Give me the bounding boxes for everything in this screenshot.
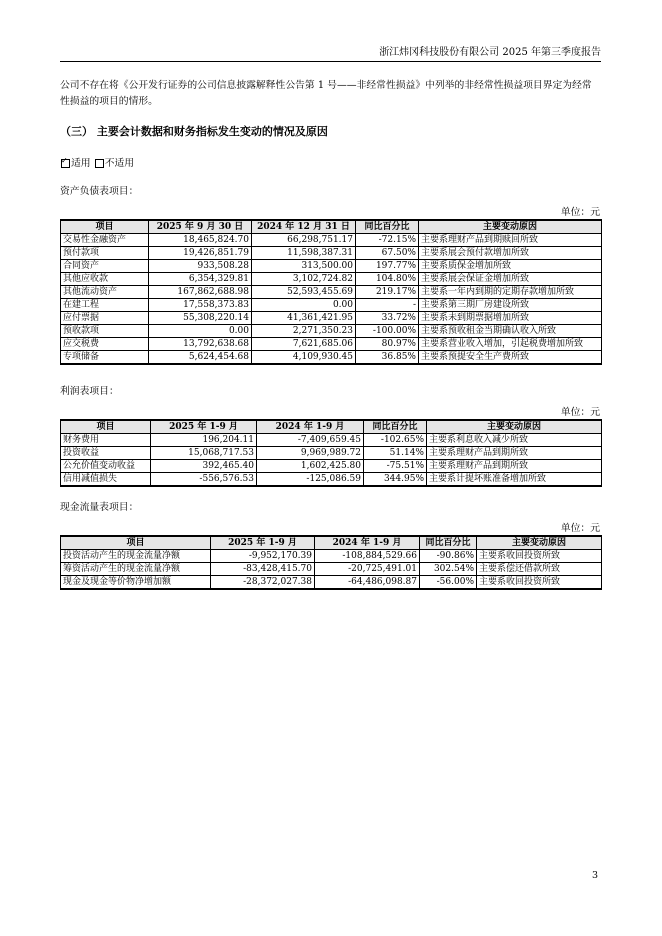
table-cell: 15,068,717.53 bbox=[151, 447, 257, 460]
column-header: 2025 年 1-9 月 bbox=[151, 420, 257, 434]
table-cell: 0.00 bbox=[149, 325, 252, 338]
table-row bbox=[61, 473, 602, 487]
table-row bbox=[61, 460, 602, 473]
table-cell: 66,298,751.17 bbox=[252, 234, 356, 247]
table-cell: -125,086.59 bbox=[257, 473, 364, 487]
table-row bbox=[61, 576, 602, 590]
table-cell: 167,862,688.98 bbox=[149, 286, 252, 299]
table-cell: 主要系偿还借款所致 bbox=[477, 563, 602, 576]
table-cell: 197.77% bbox=[356, 260, 419, 273]
column-header: 项目 bbox=[61, 220, 149, 234]
table-cell: -7,409,659.45 bbox=[257, 434, 364, 447]
table-cell: 投资收益 bbox=[61, 447, 151, 460]
column-header: 同比百分比 bbox=[364, 420, 427, 434]
unchecked-checkbox-icon bbox=[95, 159, 104, 168]
table-row bbox=[61, 563, 602, 576]
table-cell: -100.00% bbox=[356, 325, 419, 338]
table-row bbox=[61, 325, 602, 338]
table-cell: 合同资产 bbox=[61, 260, 149, 273]
column-header: 主要变动原因 bbox=[477, 536, 602, 550]
table-row bbox=[61, 312, 602, 325]
table-row bbox=[61, 434, 602, 447]
table-cell: 18,465,824.70 bbox=[149, 234, 252, 247]
column-header: 主要变动原因 bbox=[419, 220, 602, 234]
table-cell: 交易性金融资产 bbox=[61, 234, 149, 247]
table-cell: 主要系第三期厂房建设所致 bbox=[419, 299, 602, 312]
table-cell: 主要系理财产品到期所致 bbox=[427, 447, 602, 460]
table-cell: 11,598,387.31 bbox=[252, 247, 356, 260]
balance-sheet-table bbox=[60, 219, 602, 365]
table-cell: 主要系收回投资所致 bbox=[477, 550, 602, 563]
checked-checkbox-icon bbox=[61, 159, 70, 168]
column-header: 2024 年 1-9 月 bbox=[315, 536, 420, 550]
table-cell: 3,102,724.82 bbox=[252, 273, 356, 286]
table-cell: 公允价值变动收益 bbox=[61, 460, 151, 473]
table-cell: 13,792,638.68 bbox=[149, 338, 252, 351]
column-header: 项目 bbox=[61, 420, 151, 434]
table-cell: 313,500.00 bbox=[252, 260, 356, 273]
table-cell: -28,372,027.38 bbox=[211, 576, 315, 590]
column-header: 主要变动原因 bbox=[427, 420, 602, 434]
applicable-label: 适用 bbox=[71, 158, 91, 169]
table-cell: 主要系预提安全生产费所致 bbox=[419, 351, 602, 365]
table-cell: 7,621,685.06 bbox=[252, 338, 356, 351]
table-row bbox=[61, 299, 602, 312]
table-cell: 55,308,220.14 bbox=[149, 312, 252, 325]
table-cell: 0.00 bbox=[252, 299, 356, 312]
table-row bbox=[61, 351, 602, 365]
table-cell: 主要系展会预付款增加所致 bbox=[419, 247, 602, 260]
table-row bbox=[61, 286, 602, 299]
table-cell: 9,969,989.72 bbox=[257, 447, 364, 460]
table-cell: 6,354,329.81 bbox=[149, 273, 252, 286]
applicability-options bbox=[60, 155, 134, 169]
table-row bbox=[61, 273, 602, 286]
table-cell: 219.17% bbox=[356, 286, 419, 299]
table-cell: 344.95% bbox=[364, 473, 427, 487]
cash-flow-table bbox=[60, 535, 602, 590]
table-row bbox=[61, 550, 602, 563]
table-cell: - bbox=[356, 299, 419, 312]
table-cell: 主要系展会保证金增加所致 bbox=[419, 273, 602, 286]
column-header: 同比百分比 bbox=[420, 536, 477, 550]
table-cell: -56.00% bbox=[420, 576, 477, 590]
table-row bbox=[61, 247, 602, 260]
table-cell: -72.15% bbox=[356, 234, 419, 247]
table-cell: 预收款项 bbox=[61, 325, 149, 338]
column-header: 同比百分比 bbox=[356, 220, 419, 234]
table-cell: 5,624,454.68 bbox=[149, 351, 252, 365]
table-cell: 现金及现金等价物净增加额 bbox=[61, 576, 211, 590]
balance-sheet-unit: 单位：元 bbox=[560, 207, 600, 218]
column-header: 项目 bbox=[61, 536, 211, 550]
table-cell: 主要系营业收入增加，引起税费增加所致 bbox=[419, 338, 602, 351]
table-cell: -64,486,098.87 bbox=[315, 576, 420, 590]
column-header: 2025 年 9 月 30 日 bbox=[149, 220, 252, 234]
table-cell: 104.80% bbox=[356, 273, 419, 286]
table-cell: 33.72% bbox=[356, 312, 419, 325]
column-header: 2025 年 1-9 月 bbox=[211, 536, 315, 550]
cash-flow-unit: 单位：元 bbox=[560, 523, 600, 534]
income-statement-label: 利润表项目： bbox=[60, 386, 119, 397]
page-header: 浙江炜冈科技股份有限公司 2025 年第三季度报告 bbox=[60, 43, 601, 62]
table-cell: -556,576.53 bbox=[151, 473, 257, 487]
balance-sheet-label: 资产负债表项目： bbox=[60, 186, 139, 197]
table-cell: 36.85% bbox=[356, 351, 419, 365]
table-cell: -90.86% bbox=[420, 550, 477, 563]
table-cell: -20,725,491.01 bbox=[315, 563, 420, 576]
table-cell: 预付款项 bbox=[61, 247, 149, 260]
table-cell: -102.65% bbox=[364, 434, 427, 447]
table-cell: 1,602,425.80 bbox=[257, 460, 364, 473]
table-cell: 主要系质保金增加所致 bbox=[419, 260, 602, 273]
table-cell: 投资活动产生的现金流量净额 bbox=[61, 550, 211, 563]
column-header: 2024 年 1-9 月 bbox=[257, 420, 364, 434]
table-cell: -108,884,529.66 bbox=[315, 550, 420, 563]
table-row bbox=[61, 338, 602, 351]
table-cell: 应交税费 bbox=[61, 338, 149, 351]
section-title: （三） 主要会计数据和财务指标发生变动的情况及原因 bbox=[60, 125, 328, 138]
column-header: 2024 年 12 月 31 日 bbox=[252, 220, 356, 234]
not-applicable-label: 不适用 bbox=[104, 158, 135, 169]
table-cell: 在建工程 bbox=[61, 299, 149, 312]
cash-flow-label: 现金流量表项目： bbox=[60, 502, 139, 513]
table-cell: 主要系预收租金当期确认收入所致 bbox=[419, 325, 602, 338]
table-cell: 19,426,851.79 bbox=[149, 247, 252, 260]
table-cell: 80.97% bbox=[356, 338, 419, 351]
table-cell: 其他流动资产 bbox=[61, 286, 149, 299]
table-cell: 主要系利息收入减少所致 bbox=[427, 434, 602, 447]
table-row bbox=[61, 234, 602, 247]
table-cell: 应付票据 bbox=[61, 312, 149, 325]
table-cell: 4,109,930.45 bbox=[252, 351, 356, 365]
table-cell: 信用减值损失 bbox=[61, 473, 151, 487]
table-cell: 196,204.11 bbox=[151, 434, 257, 447]
table-cell: 财务费用 bbox=[61, 434, 151, 447]
table-row bbox=[61, 447, 602, 460]
table-cell: 933,508.28 bbox=[149, 260, 252, 273]
income-statement-unit: 单位：元 bbox=[560, 407, 600, 418]
table-cell: 51.14% bbox=[364, 447, 427, 460]
table-cell: 其他应收款 bbox=[61, 273, 149, 286]
table-cell: 41,361,421.95 bbox=[252, 312, 356, 325]
table-cell: 筹资活动产生的现金流量净额 bbox=[61, 563, 211, 576]
table-cell: 主要系理财产品到期赎回所致 bbox=[419, 234, 602, 247]
table-cell: 主要系一年内到期的定期存款增加所致 bbox=[419, 286, 602, 299]
page-number: 3 bbox=[591, 870, 598, 881]
table-cell: 2,271,350.23 bbox=[252, 325, 356, 338]
intro-paragraph: 公司不存在将《公开发行证券的公司信息披露解释性公告第 1 号——非经常性损益》中列举的非经常性损益项目界定为经常性损益的项目的情形。 bbox=[60, 80, 592, 107]
table-cell: -83,428,415.70 bbox=[211, 563, 315, 576]
table-cell: -75.51% bbox=[364, 460, 427, 473]
table-cell: 392,465.40 bbox=[151, 460, 257, 473]
table-cell: 17,558,373.83 bbox=[149, 299, 252, 312]
table-cell: 专项储备 bbox=[61, 351, 149, 365]
table-cell: 52,593,455.69 bbox=[252, 286, 356, 299]
table-row bbox=[61, 260, 602, 273]
table-cell: 302.54% bbox=[420, 563, 477, 576]
table-cell: 主要系理财产品到期所致 bbox=[427, 460, 602, 473]
income-statement-table bbox=[60, 419, 602, 487]
table-cell: 主要系计提坏账准备增加所致 bbox=[427, 473, 602, 487]
table-cell: 67.50% bbox=[356, 247, 419, 260]
table-cell: -9,952,170.39 bbox=[211, 550, 315, 563]
table-cell: 主要系收回投资所致 bbox=[477, 576, 602, 590]
table-cell: 主要系未到期票据增加所致 bbox=[419, 312, 602, 325]
